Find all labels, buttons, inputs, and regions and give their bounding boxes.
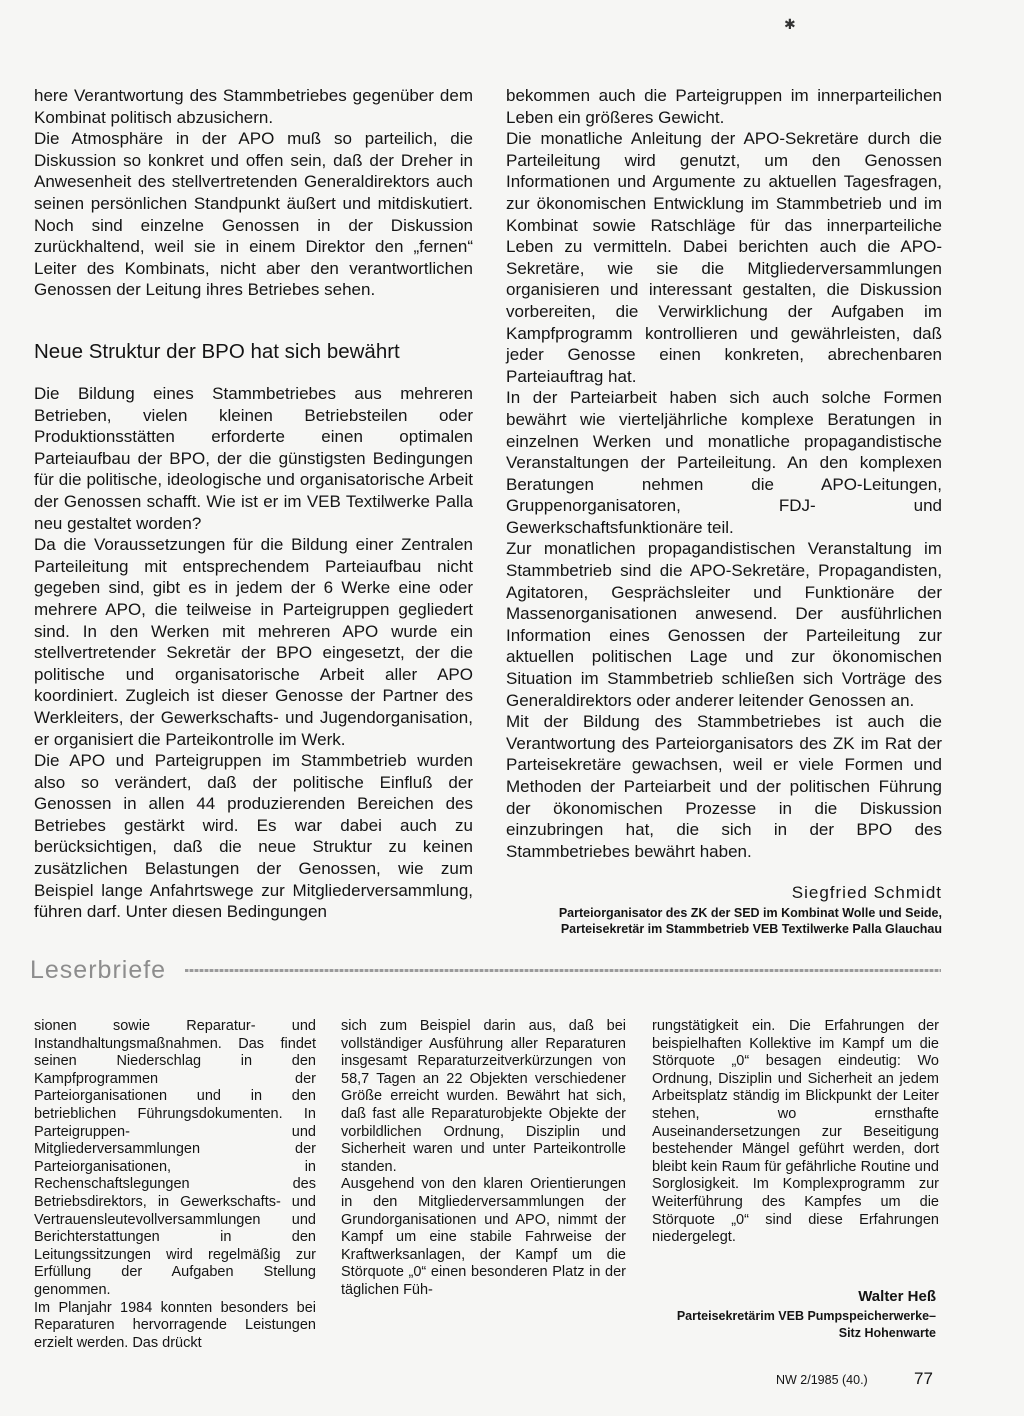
section-divider xyxy=(185,969,941,972)
author-role xyxy=(559,905,942,937)
letter-author-role-line: Sitz Hohenwarte xyxy=(838,1326,936,1340)
ornament-mark: ✱ xyxy=(784,16,796,32)
page-number: 77 xyxy=(914,1369,933,1388)
paragraph: sionen sowie Reparatur- und Instandhaltungsmaßnahmen. Das findet seinen Niederschlag in den Kampfprogrammen der Parteiorganisationen und in den betrieblichen Führungsdokumenten. In Parteigruppen- und Mitgliederversammlungen der Parteiorganisationen, in Rechenschaftslegungen des Betriebsdirektors, in Gewerkschafts- und Vertrauensleutevollversammlungen und Berichterstattungen in den Leitungssitzungen wird regelmäßig zur Erfüllung der Aufgaben Stellung genommen. xyxy=(34,1018,316,1298)
author-role-line: Parteisekretär im Stammbetrieb VEB Textilwerke Palla Glauchau xyxy=(560,922,942,936)
letter-author-role xyxy=(677,1308,936,1342)
paragraph: bekommen auch die Parteigruppen im innerparteilichen Leben ein größeres Gewicht. xyxy=(506,86,942,127)
paragraph: Die monatliche Anleitung der APO-Sekretäre durch die Parteileitung wird genutzt, um den Genossen Informationen und Argumente zu aktuellen Tagesfragen, zur ökonomischen Entwicklung im Stammbetrieb und im Kombinat sowie Ratschläge für das innerparteiliche Leben zu vermitteln. Dabei berichten auch die APO-Sekretäre, wie sie die Mitgliederversammlungen organisieren und interessant gestalten, die Diskussion vorbereiten, die Verwirklichung der Aufgaben im Kampfprogramm kontrollieren und gewährleisten, daß jeder Genosse einen konkreten, abrechenbaren Parteiauftrag hat. xyxy=(506,129,942,386)
paragraph: Zur monatlichen propagandistischen Veranstaltung im Stammbetrieb sind die APO-Sekretäre, Propagandisten, Agitatoren, Gesprächsleiter und Funktionäre der Massenorganisationen anwesend. Der ausführlichen Information eines Genossen der Parteileitung zur aktuellen politischen Lage und zur ökonomischen Situation im Stammbetrieb schließen sich Vorträge des Generaldirektors oder anderer leitender Genossen an. xyxy=(506,539,942,710)
author-role-line: Parteiorganisator des ZK der SED im Kombinat Wolle und Seide, xyxy=(558,906,942,920)
paragraph: rungstätigkeit ein. Die Erfahrungen der beispielhaften Kollektive im Kampf um die Störquote „0“ besagen eindeutig: Wo Ordnung, Disziplin und Sicherheit an jedem Arbeitsplatz ständig im Blickpunkt der Leiter stehen, wo ernsthafte Auseinandersetzungen zur Beseitigung bestehender Mängel geführt werden, dort bleibt kein Raum für gefährliche Routine und Sorglosigkeit. Im Komplexprogramm zur Weiterführung des Kampfes um die Störquote „0“ sind diese Erfahrungen niedergelegt. xyxy=(652,1018,939,1246)
article-column-right xyxy=(506,85,942,862)
paragraph: Mit der Bildung des Stammbetriebes ist auch die Verantwortung des Parteiorganisators des ZK im Rat der Parteisekretäre gewachsen, weil er viele Formen und Methoden der Parteiarbeit und der politischen Führung der ökonomischen Prozesse in die Diskussion einzubringen hat, die sich in der BPO des Stammbetriebes bewährt haben. xyxy=(506,712,942,861)
paragraph: Die Bildung eines Stammbetriebes aus mehreren Betrieben, vielen kleinen Betriebsteilen oder Produktionsstätten erforderte einen optimalen Parteiaufbau der BPO, der die günstigsten Bedingungen für die politische, ideologische und organisatorische Arbeit der Genossen schafft. Wie ist er im VEB Textilwerke Palla neu gestaltet worden? xyxy=(34,384,473,533)
author-name: Siegfried Schmidt xyxy=(791,883,942,902)
letters-column-3 xyxy=(652,1018,939,1247)
paragraph: Im Planjahr 1984 konnten besonders bei Reparaturen hervorragende Leistungen erzielt werden. Das drückt xyxy=(34,1299,316,1351)
letter-author-role-line: Parteisekretärim VEB Pumpspeicherwerke– xyxy=(676,1309,936,1323)
section-title: Leserbriefe xyxy=(30,956,167,984)
paragraph: here Verantwortung des Stammbetriebes gegenüber dem Kombinat politisch abzusichern. xyxy=(34,86,473,127)
section-heading: Neue Struktur der BPO hat sich bewährt xyxy=(34,340,400,363)
letters-column-1 xyxy=(34,1018,316,1352)
paragraph: Die Atmosphäre in der APO muß so parteilich, die Diskussion so konkret und offen sein, daß der Dreher in Anwesenheit des stellvertretenden Generaldirektors auch seinen persönlichen Standpunkt äußert und mitdiskutiert. Noch sind einzelne Genossen in der Diskussion zurückhaltend, weil sie in einem Direktor den „fernen“ Leiter des Kombinats, nicht aber den verantwortlichen Genossen der Leitung ihres Betriebes sehen. xyxy=(34,129,473,300)
issue-number: NW 2/1985 (40.) xyxy=(776,1373,868,1387)
letters-column-2 xyxy=(341,1018,626,1300)
paragraph: In der Parteiarbeit haben sich auch solche Formen bewährt wie vierteljährliche komplexe Beratungen in einzelnen Werken und monatliche propagandistische Veranstaltungen der Parteileitung. An den komplexen Beratungen nehmen die APO-Leitungen, Gruppenorganisatoren, FDJ- und Gewerkschaftsfunktionäre teil. xyxy=(506,388,942,537)
paragraph: Die APO und Parteigruppen im Stammbetrieb wurden also so verändert, daß der politische Einfluß der Genossen in allen 44 produzierenden Bereichen des Betriebes gestärkt wird. Es war dabei auch zu berücksichtigen, daß die neue Struktur zu keinen zusätzlichen Belastungen der Genossen, wie zum Beispiel lange Anfahrtswege zur Mitgliederversammlung, führen darf. Unter diesen Bedingungen xyxy=(34,751,473,922)
article-column-left-top xyxy=(34,85,473,301)
letter-author-name: Walter Heß xyxy=(858,1288,936,1305)
paragraph: Da die Voraussetzungen für die Bildung einer Zentralen Parteileitung mit entsprechendem Parteiaufbau nicht gegeben sind, gibt es in jedem der 6 Werke eine oder mehrere APO, die teilweise in Parteigruppen gegliedert sind. In den Werken mit mehreren APO wurde ein stellvertretender Sekretär der BPO eingesetzt, der die politische und organisatorische Arbeit aller APO koordiniert. Zugleich ist dieser Genosse der Partner des Werkleiters, der Gewerkschafts- und Jugendorganisation, er organisiert die Parteikontrolle im Werk. xyxy=(34,535,473,749)
paragraph: sich zum Beispiel darin aus, daß bei vollständiger Ausführung aller Reparaturen insgesamt Reparaturzeitverkürzungen von 58,7 Tagen an 22 Objekten verschiedener Größe erreicht wurden. Bewährt hat sich, daß fast alle Reparaturobjekte Objekte der vorbildlichen Ordnung, Disziplin und Sicherheit waren und unter Parteikontrolle standen. xyxy=(341,1018,626,1175)
paragraph: Ausgehend von den klaren Orientierungen in den Mitgliederversammlungen der Grundorganisationen und APO, nimmt der Kampf um eine stabile Fahrweise der Kraftwerksanlagen, der Kampf um die Störquote „0“ einen besonderen Platz in der täglichen Füh- xyxy=(341,1176,626,1298)
article-column-left-bottom xyxy=(34,383,473,923)
